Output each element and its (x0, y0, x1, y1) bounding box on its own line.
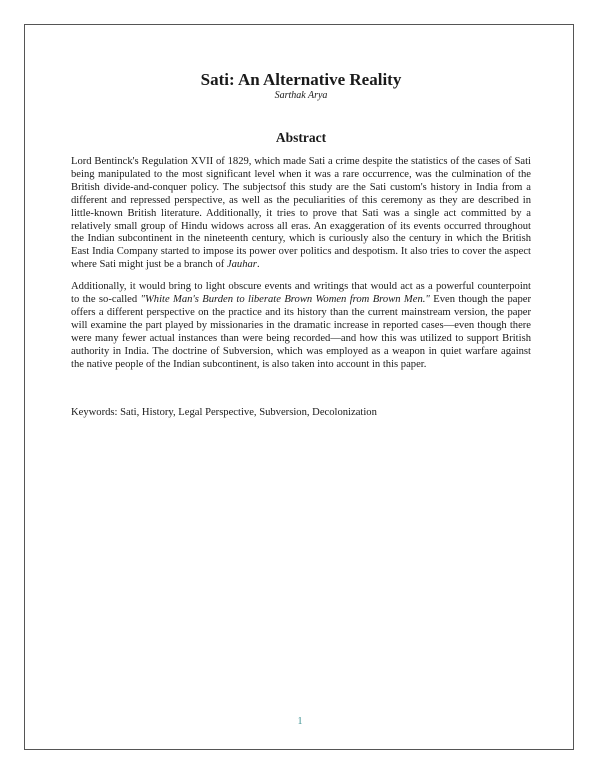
abstract-paragraph-1-text: Lord Bentinck's Regulation XVII of 1829, which made Sati a crime despite the statistics of the cases of Sati being manipulated to the most significant level when it was a rare occurrence, was the culmination of the British divide-and-conquer policy. The subjectsof this study are the Sati custom's history in India from a different and repressed perspective, as well as the peculiarities of this ceremony as they are described in little-known British literature. Additionally, it tries to prove that Sati was a single act committed by a relatively small group of Hindu widows across all eras. An exaggeration of its events occurred throughout the Indian subcontinent in the nineteenth century, which is curiously also the century in which the British East India Company started to impose its power over politics and despotism. It also tries to cover the aspect where Sati might just be a branch of (71, 156, 531, 271)
abstract-paragraph-2-rest: Even though the paper offers a different perspective on the practice and its history than the current mainstream version, the paper will examine the part played by missionaries in the dramatic increase in reported cases—even though there were many fewer actual instances than were being recorded—and how this was utilized to support British authority in India. The doctrine of Subversion, which was employed as a weapon in quiet warfare against the native people of the Indian subcontinent, is also taken into account in this paper. (71, 294, 531, 370)
abstract-paragraph-1-italic: Jauhar (226, 259, 257, 271)
abstract-paragraph-2-start: Additionally, it would bring to light obscure events and writings that would act as a powerful counterpoint to the so-called (71, 281, 531, 306)
abstract-paragraph-2 (71, 281, 531, 371)
keywords: Keywords: Sati, History, Legal Perspective, Subversion, Decolonization (71, 406, 377, 418)
abstract-paragraph-2-quote: "White Man's Burden to liberate Brown Women from Brown Men." (140, 294, 430, 306)
abstract-heading: Abstract (275, 130, 327, 145)
paper-content (71, 70, 531, 428)
page-number: 1 (297, 716, 303, 727)
paper-title: Sati: An Alternative Reality (200, 70, 402, 89)
paper-author: Sarthak Arya (274, 90, 328, 101)
abstract-paragraph-1-end: . (256, 259, 260, 271)
abstract-paragraph-1 (71, 156, 531, 272)
